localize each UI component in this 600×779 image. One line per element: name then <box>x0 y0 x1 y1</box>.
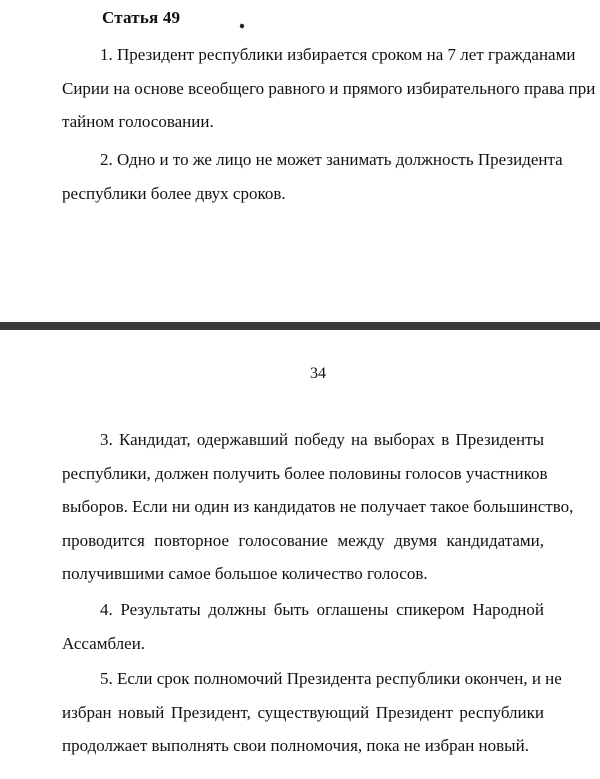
paragraph-1 <box>62 38 596 139</box>
paragraph-line: продолжает выполнять свои полномочия, пока не избран новый. <box>62 736 529 756</box>
paragraph-line: республики более двух сроков. <box>62 183 286 203</box>
paragraph-line: 1. Президент республики избирается сроком на 7 лет гражданами <box>100 45 576 64</box>
article-heading: Статья 49 <box>102 8 181 27</box>
paragraph-line: 3. Кандидат, одержавший победу на выборах в Президенты <box>100 430 544 449</box>
document-page-top <box>0 0 600 322</box>
document-page-bottom <box>0 330 600 779</box>
paragraph-line: проводится повторное голосование между двумя кандидатами, <box>62 530 544 550</box>
paragraph-2 <box>62 143 563 210</box>
paragraph-line: Ассамблеи. <box>62 633 146 653</box>
paragraph-line: выборов. Если ни один из кандидатов не получает такое большинство, <box>62 497 574 517</box>
paragraph-4 <box>62 593 544 660</box>
paragraph-line: республики, должен получить более половины голосов участников <box>62 463 548 483</box>
paragraph-line: 2. Одно и то же лицо не может занимать должность Президента <box>100 150 563 169</box>
paragraph-line: 4. Результаты должны быть оглашены спикером Народной <box>100 600 544 619</box>
page-number: 34 <box>310 365 326 382</box>
page-divider <box>0 322 600 330</box>
paragraph-3 <box>62 423 574 591</box>
paragraph-line: Сирии на основе всеобщего равного и прямого избирательного права при <box>62 78 596 98</box>
paragraph-line: избран новый Президент, существующий Президент республики <box>62 702 544 722</box>
paragraph-line: тайном голосовании. <box>62 112 214 132</box>
scan-speck <box>239 23 244 28</box>
paragraph-5 <box>62 662 562 763</box>
paragraph-line: получившими самое большое количество голосов. <box>62 564 428 584</box>
paragraph-line: 5. Если срок полномочий Президента республики окончен, и не <box>100 669 562 688</box>
